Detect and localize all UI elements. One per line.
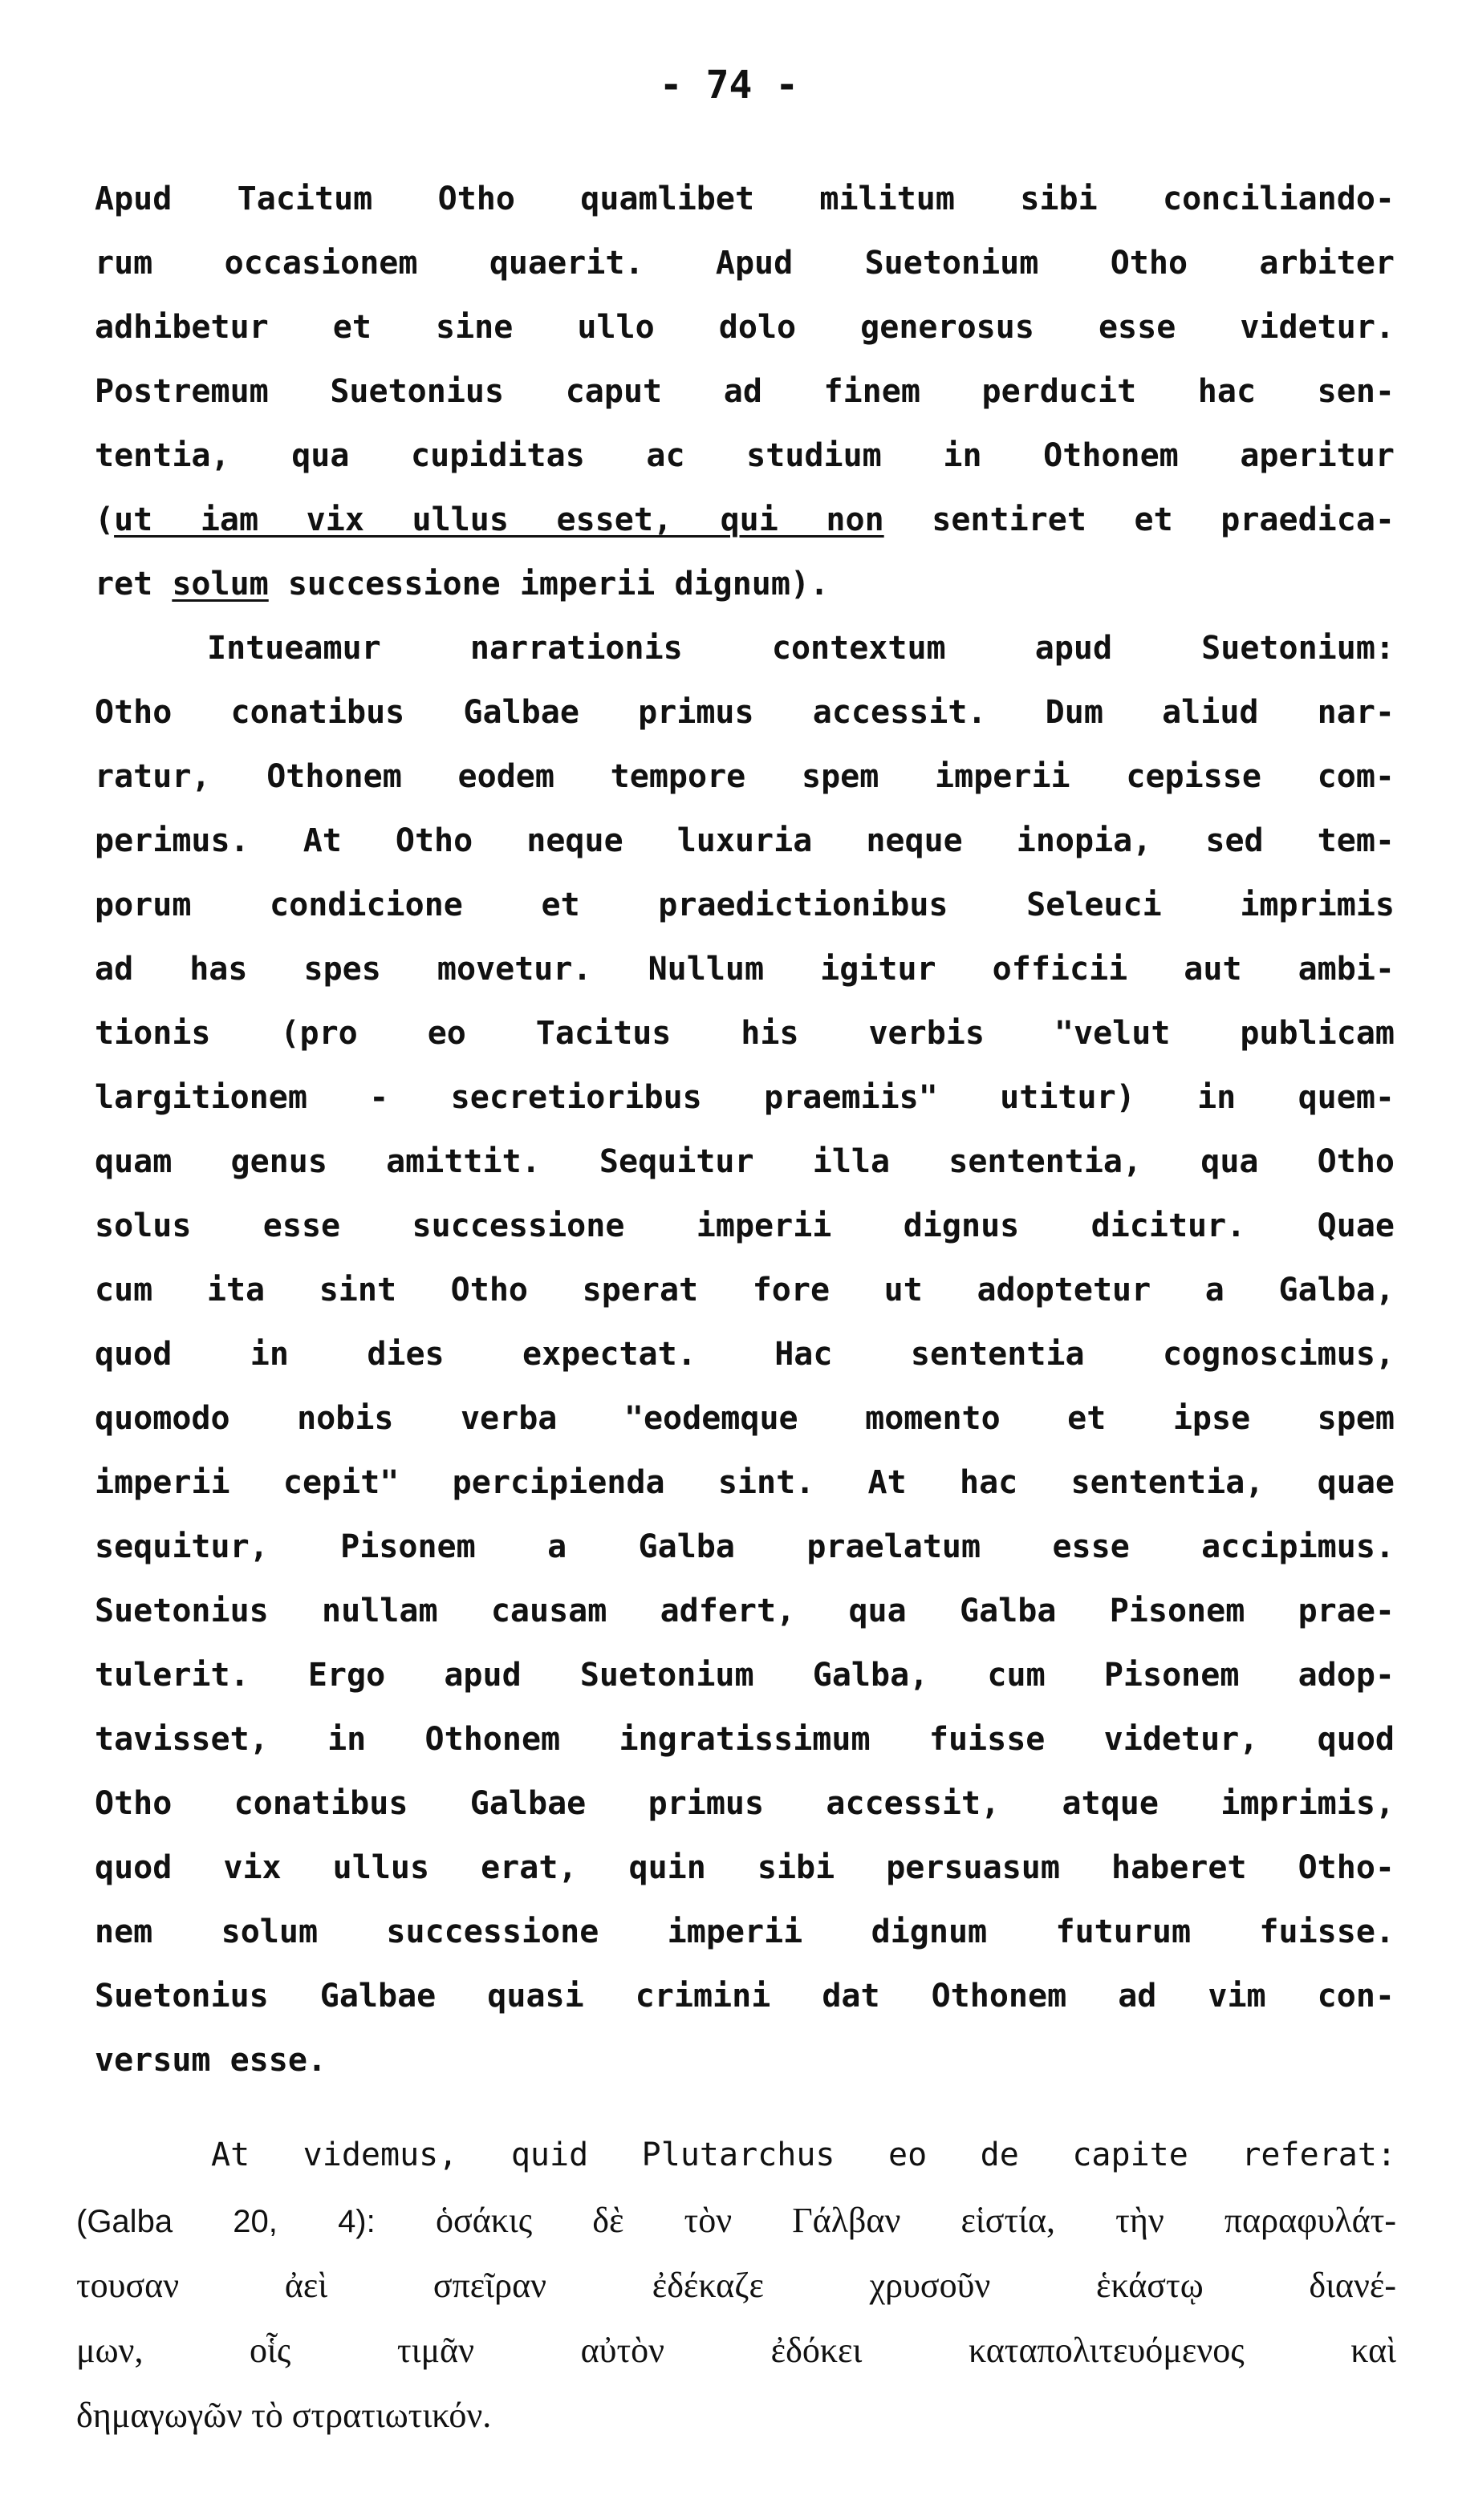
text-line: tavisset, in Othonem ingratissimum fuisse videtur, quod bbox=[95, 1721, 1395, 1758]
text-segment: ret bbox=[95, 566, 173, 603]
text-line: nem solum successione imperii dignum futurum fuisse. bbox=[95, 1913, 1395, 1950]
text-line: cum ita sint Otho sperat fore ut adoptetur a Galba, bbox=[95, 1272, 1395, 1309]
text-line: quod in dies expectat. Hac sententia cognoscimus, bbox=[95, 1336, 1395, 1373]
text-line: At videmus, quid Plutarchus eo de capite referat: bbox=[211, 2137, 1396, 2173]
open-parenthesis: ( bbox=[95, 501, 115, 538]
text-line: ad has spes movetur. Nullum igitur officii aut ambi- bbox=[95, 951, 1395, 988]
greek-text: τουσαν ἀεὶ σπεῖραν ἐδέκαζε χρυσοῦν ἑκάστῳ διανέ- bbox=[76, 2266, 1396, 2305]
text-segment: successione imperii dignum). bbox=[268, 566, 830, 603]
text-line: solus esse successione imperii dignus dicitur. Quae bbox=[95, 1207, 1395, 1244]
text-line: Suetonius nullam causam adfert, qua Galba Pisonem prae- bbox=[95, 1593, 1395, 1629]
citation-reference: (Galba 20, 4): bbox=[76, 2204, 436, 2239]
text-line: rum occasionem quaerit. Apud Suetonium Otho arbiter bbox=[95, 245, 1395, 282]
text-line: tionis (pro eo Tacitus his verbis "velut publicam bbox=[95, 1015, 1395, 1052]
text-line: Apud Tacitum Otho quamlibet militum sibi conciliando- bbox=[95, 181, 1395, 217]
text-line: perimus. At Otho neque luxuria neque inopia, sed tem- bbox=[95, 822, 1395, 859]
text-line: tulerit. Ergo apud Suetonium Galba, cum Pisonem adop- bbox=[95, 1657, 1395, 1694]
text-line: ratur, Othonem eodem tempore spem imperii cepisse com- bbox=[95, 758, 1395, 795]
text-line: Postremum Suetonius caput ad finem perducit hac sen- bbox=[95, 373, 1395, 410]
text-line: quomodo nobis verba "eodemque momento et ipse spem bbox=[95, 1400, 1395, 1437]
greek-quotation-paragraph bbox=[76, 2123, 1396, 2448]
underlined-phrase: ut iam vix ullus esset, qui non bbox=[114, 501, 884, 538]
text-line bbox=[95, 552, 1395, 616]
text-line bbox=[76, 2383, 1396, 2448]
text-line: largitionem - secretioribus praemiis" utitur) in quem- bbox=[95, 1079, 1395, 1116]
text-line bbox=[95, 488, 1395, 552]
text-line: versum esse. bbox=[95, 2042, 327, 2079]
text-line: Otho conatibus Galbae primus accessit. Dum aliud nar- bbox=[95, 694, 1395, 731]
text-line: quam genus amittit. Sequitur illa sententia, qua Otho bbox=[95, 1143, 1395, 1180]
text-line bbox=[76, 2318, 1396, 2383]
underlined-word: solum bbox=[172, 566, 269, 603]
greek-text: δημαγωγῶν τὸ στρατιωτικόν. bbox=[76, 2396, 492, 2435]
text-line: imperii cepit" percipienda sint. At hac sententia, quae bbox=[95, 1464, 1395, 1501]
text-segment: sentiret et praedica- bbox=[883, 501, 1395, 538]
text-line: quod vix ullus erat, quin sibi persuasum haberet Otho- bbox=[95, 1849, 1395, 1886]
text-line: Otho conatibus Galbae primus accessit, atque imprimis, bbox=[95, 1785, 1395, 1822]
text-line: Suetonius Galbae quasi crimini dat Othonem ad vim con- bbox=[95, 1978, 1395, 2015]
page-number: - 74 - bbox=[659, 63, 799, 108]
text-line: adhibetur et sine ullo dolo generosus esse videtur. bbox=[95, 309, 1395, 346]
text-line: sequitur, Pisonem a Galba praelatum esse accipimus. bbox=[95, 1528, 1395, 1565]
text-line: tentia, qua cupiditas ac studium in Othonem aperitur bbox=[95, 437, 1395, 474]
text-line: porum condicione et praedictionibus Seleuci imprimis bbox=[95, 887, 1395, 923]
body-text bbox=[95, 167, 1395, 2092]
greek-text: ὁσάκις δὲ τὸν Γάλβαν εἱστία, τὴν παραφυλάτ- bbox=[435, 2201, 1396, 2240]
text-line bbox=[76, 2253, 1396, 2318]
text-line: Intueamur narrationis contextum apud Suetonium: bbox=[207, 630, 1395, 667]
greek-text: μων, οἷς τιμᾶν αὐτὸν ἐδόκει καταπολιτευόμενος καὶ bbox=[76, 2331, 1396, 2370]
text-line bbox=[76, 2188, 1396, 2253]
